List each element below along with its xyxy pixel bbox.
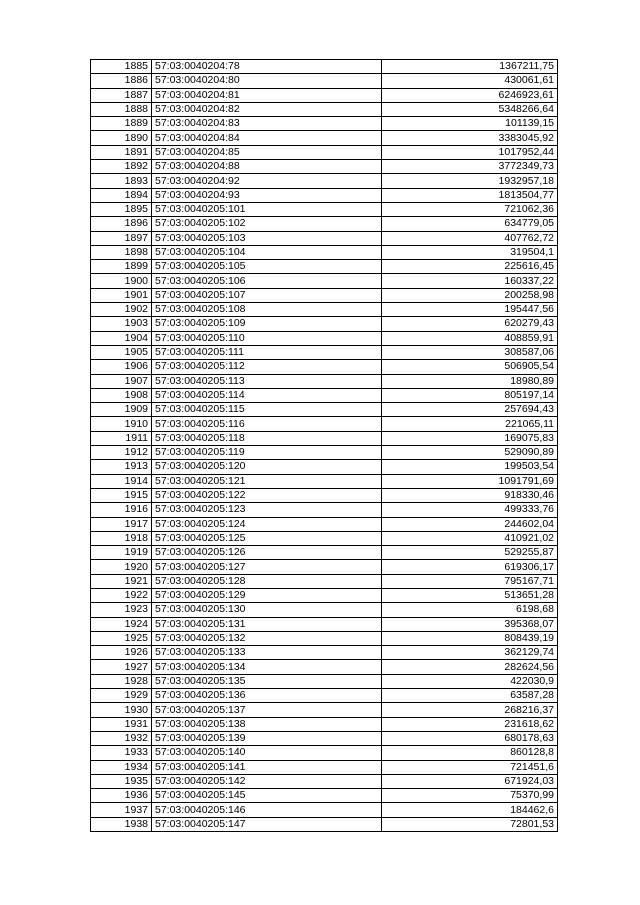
table-row bbox=[91, 674, 558, 688]
table-row bbox=[91, 60, 558, 74]
table-row bbox=[91, 488, 558, 502]
cadastral-number-cell: 57:03:0040205:146 bbox=[152, 803, 382, 817]
row-number-cell: 1905 bbox=[91, 345, 152, 359]
table-row bbox=[91, 403, 558, 417]
cadastral-value-cell: 75370,99 bbox=[382, 789, 558, 803]
cadastral-number-cell: 57:03:0040205:124 bbox=[152, 517, 382, 531]
cadastral-number-cell: 57:03:0040205:127 bbox=[152, 560, 382, 574]
cadastral-value-cell: 619306,17 bbox=[382, 560, 558, 574]
row-number-cell: 1912 bbox=[91, 446, 152, 460]
cadastral-value-cell: 506905,54 bbox=[382, 360, 558, 374]
row-number-cell: 1925 bbox=[91, 631, 152, 645]
cadastral-number-cell: 57:03:0040205:141 bbox=[152, 760, 382, 774]
table-row bbox=[91, 160, 558, 174]
cadastral-number-cell: 57:03:0040205:130 bbox=[152, 603, 382, 617]
table-row bbox=[91, 303, 558, 317]
cadastral-value-cell: 6246923,61 bbox=[382, 88, 558, 102]
row-number-cell: 1932 bbox=[91, 731, 152, 745]
cadastral-number-cell: 57:03:0040205:102 bbox=[152, 217, 382, 231]
cadastral-value-cell: 257694,43 bbox=[382, 403, 558, 417]
row-number-cell: 1908 bbox=[91, 388, 152, 402]
table-row bbox=[91, 145, 558, 159]
row-number-cell: 1909 bbox=[91, 403, 152, 417]
cadastral-number-cell: 57:03:0040204:88 bbox=[152, 160, 382, 174]
table-row bbox=[91, 245, 558, 259]
cadastral-number-cell: 57:03:0040205:111 bbox=[152, 345, 382, 359]
cadastral-value-cell: 6198,68 bbox=[382, 603, 558, 617]
cadastral-number-cell: 57:03:0040205:138 bbox=[152, 717, 382, 731]
cadastral-value-cell: 101139,15 bbox=[382, 117, 558, 131]
cadastral-number-cell: 57:03:0040205:103 bbox=[152, 231, 382, 245]
cadastral-number-cell: 57:03:0040205:110 bbox=[152, 331, 382, 345]
row-number-cell: 1885 bbox=[91, 60, 152, 74]
table-row bbox=[91, 474, 558, 488]
cadastral-number-cell: 57:03:0040205:105 bbox=[152, 260, 382, 274]
row-number-cell: 1893 bbox=[91, 174, 152, 188]
table-row bbox=[91, 774, 558, 788]
row-number-cell: 1891 bbox=[91, 145, 152, 159]
table-row bbox=[91, 660, 558, 674]
table-row bbox=[91, 345, 558, 359]
cadastral-number-cell: 57:03:0040205:122 bbox=[152, 488, 382, 502]
cadastral-number-cell: 57:03:0040205:126 bbox=[152, 546, 382, 560]
cadastral-value-cell: 499333,76 bbox=[382, 503, 558, 517]
table-row bbox=[91, 331, 558, 345]
cadastral-number-cell: 57:03:0040205:123 bbox=[152, 503, 382, 517]
row-number-cell: 1918 bbox=[91, 531, 152, 545]
row-number-cell: 1929 bbox=[91, 689, 152, 703]
cadastral-number-cell: 57:03:0040204:83 bbox=[152, 117, 382, 131]
cadastral-value-cell: 199503,54 bbox=[382, 460, 558, 474]
cadastral-number-cell: 57:03:0040205:120 bbox=[152, 460, 382, 474]
cadastral-value-cell: 160337,22 bbox=[382, 274, 558, 288]
cadastral-number-cell: 57:03:0040205:140 bbox=[152, 746, 382, 760]
cadastral-number-cell: 57:03:0040205:128 bbox=[152, 574, 382, 588]
row-number-cell: 1923 bbox=[91, 603, 152, 617]
row-number-cell: 1937 bbox=[91, 803, 152, 817]
cadastral-number-cell: 57:03:0040204:92 bbox=[152, 174, 382, 188]
cadastral-number-cell: 57:03:0040205:133 bbox=[152, 646, 382, 660]
table-row bbox=[91, 88, 558, 102]
cadastral-value-cell: 407762,72 bbox=[382, 231, 558, 245]
row-number-cell: 1895 bbox=[91, 202, 152, 216]
table-row bbox=[91, 174, 558, 188]
cadastral-value-cell: 408859,91 bbox=[382, 331, 558, 345]
row-number-cell: 1911 bbox=[91, 431, 152, 445]
cadastral-value-cell: 410921,02 bbox=[382, 531, 558, 545]
row-number-cell: 1920 bbox=[91, 560, 152, 574]
cadastral-value-cell: 1367211,75 bbox=[382, 60, 558, 74]
table-row bbox=[91, 574, 558, 588]
cadastral-number-cell: 57:03:0040205:107 bbox=[152, 288, 382, 302]
table-row bbox=[91, 102, 558, 116]
row-number-cell: 1914 bbox=[91, 474, 152, 488]
cadastral-value-cell: 362129,74 bbox=[382, 646, 558, 660]
row-number-cell: 1933 bbox=[91, 746, 152, 760]
row-number-cell: 1913 bbox=[91, 460, 152, 474]
cadastral-number-cell: 57:03:0040205:129 bbox=[152, 588, 382, 602]
table-row bbox=[91, 731, 558, 745]
row-number-cell: 1935 bbox=[91, 774, 152, 788]
table-row bbox=[91, 817, 558, 831]
row-number-cell: 1906 bbox=[91, 360, 152, 374]
cadastral-value-cell: 3772349,73 bbox=[382, 160, 558, 174]
row-number-cell: 1910 bbox=[91, 417, 152, 431]
table-row bbox=[91, 417, 558, 431]
table-row bbox=[91, 131, 558, 145]
table-row bbox=[91, 503, 558, 517]
cadastral-number-cell: 57:03:0040204:80 bbox=[152, 74, 382, 88]
cadastral-value-cell: 195447,56 bbox=[382, 303, 558, 317]
table-row bbox=[91, 717, 558, 731]
table-row bbox=[91, 360, 558, 374]
table-row bbox=[91, 646, 558, 660]
cadastral-number-cell: 57:03:0040205:106 bbox=[152, 274, 382, 288]
cadastral-value-cell: 634779,05 bbox=[382, 217, 558, 231]
cadastral-value-cell: 918330,46 bbox=[382, 488, 558, 502]
cadastral-value-cell: 5348266,64 bbox=[382, 102, 558, 116]
cadastral-value-cell: 225616,45 bbox=[382, 260, 558, 274]
table-row bbox=[91, 531, 558, 545]
row-number-cell: 1938 bbox=[91, 817, 152, 831]
table-row bbox=[91, 460, 558, 474]
cadastral-value-cell: 72801,53 bbox=[382, 817, 558, 831]
cadastral-value-cell: 422030,9 bbox=[382, 674, 558, 688]
row-number-cell: 1898 bbox=[91, 245, 152, 259]
cadastral-value-cell: 860128,8 bbox=[382, 746, 558, 760]
cadastral-value-cell: 805197,14 bbox=[382, 388, 558, 402]
table-row bbox=[91, 117, 558, 131]
cadastral-number-cell: 57:03:0040205:136 bbox=[152, 689, 382, 703]
cadastral-number-cell: 57:03:0040205:145 bbox=[152, 789, 382, 803]
cadastral-value-cell: 1017952,44 bbox=[382, 145, 558, 159]
row-number-cell: 1917 bbox=[91, 517, 152, 531]
table-row bbox=[91, 274, 558, 288]
row-number-cell: 1921 bbox=[91, 574, 152, 588]
cadastral-value-cell: 430061,61 bbox=[382, 74, 558, 88]
cadastral-number-cell: 57:03:0040205:101 bbox=[152, 202, 382, 216]
cadastral-value-cell: 721451,6 bbox=[382, 760, 558, 774]
cadastral-number-cell: 57:03:0040205:142 bbox=[152, 774, 382, 788]
cadastral-value-cell: 63587,28 bbox=[382, 689, 558, 703]
cadastral-number-cell: 57:03:0040205:139 bbox=[152, 731, 382, 745]
row-number-cell: 1894 bbox=[91, 188, 152, 202]
row-number-cell: 1897 bbox=[91, 231, 152, 245]
table-row bbox=[91, 374, 558, 388]
table-row bbox=[91, 317, 558, 331]
cadastral-value-cell: 184462,6 bbox=[382, 803, 558, 817]
cadastral-value-cell: 308587,06 bbox=[382, 345, 558, 359]
cadastral-number-cell: 57:03:0040205:121 bbox=[152, 474, 382, 488]
row-number-cell: 1904 bbox=[91, 331, 152, 345]
cadastral-number-cell: 57:03:0040204:82 bbox=[152, 102, 382, 116]
cadastral-number-cell: 57:03:0040205:132 bbox=[152, 631, 382, 645]
row-number-cell: 1916 bbox=[91, 503, 152, 517]
row-number-cell: 1903 bbox=[91, 317, 152, 331]
cadastral-value-cell: 529255,87 bbox=[382, 546, 558, 560]
cadastral-number-cell: 57:03:0040205:113 bbox=[152, 374, 382, 388]
cadastral-number-cell: 57:03:0040204:93 bbox=[152, 188, 382, 202]
cadastral-number-cell: 57:03:0040204:85 bbox=[152, 145, 382, 159]
cadastral-value-cell: 529090,89 bbox=[382, 446, 558, 460]
cadastral-value-cell: 3383045,92 bbox=[382, 131, 558, 145]
table-row bbox=[91, 746, 558, 760]
cadastral-value-cell: 200258,98 bbox=[382, 288, 558, 302]
table-row bbox=[91, 431, 558, 445]
table-row bbox=[91, 288, 558, 302]
table-row bbox=[91, 388, 558, 402]
table-row bbox=[91, 74, 558, 88]
row-number-cell: 1890 bbox=[91, 131, 152, 145]
cadastral-value-cell: 169075,83 bbox=[382, 431, 558, 445]
cadastral-number-cell: 57:03:0040205:104 bbox=[152, 245, 382, 259]
row-number-cell: 1927 bbox=[91, 660, 152, 674]
cadastral-number-cell: 57:03:0040205:116 bbox=[152, 417, 382, 431]
row-number-cell: 1896 bbox=[91, 217, 152, 231]
table-row bbox=[91, 631, 558, 645]
row-number-cell: 1888 bbox=[91, 102, 152, 116]
row-number-cell: 1899 bbox=[91, 260, 152, 274]
cadastral-number-cell: 57:03:0040204:78 bbox=[152, 60, 382, 74]
table-row bbox=[91, 546, 558, 560]
cadastral-value-cell: 808439,19 bbox=[382, 631, 558, 645]
cadastral-value-cell: 795167,71 bbox=[382, 574, 558, 588]
cadastral-value-cell: 513651,28 bbox=[382, 588, 558, 602]
cadastral-value-cell: 18980,89 bbox=[382, 374, 558, 388]
row-number-cell: 1901 bbox=[91, 288, 152, 302]
row-number-cell: 1931 bbox=[91, 717, 152, 731]
cadastral-value-cell: 231618,62 bbox=[382, 717, 558, 731]
cadastral-value-cell: 680178,63 bbox=[382, 731, 558, 745]
row-number-cell: 1926 bbox=[91, 646, 152, 660]
row-number-cell: 1902 bbox=[91, 303, 152, 317]
cadastral-number-cell: 57:03:0040205:109 bbox=[152, 317, 382, 331]
row-number-cell: 1887 bbox=[91, 88, 152, 102]
table-row bbox=[91, 517, 558, 531]
row-number-cell: 1924 bbox=[91, 617, 152, 631]
cadastral-value-cell: 620279,43 bbox=[382, 317, 558, 331]
row-number-cell: 1928 bbox=[91, 674, 152, 688]
cadastral-number-cell: 57:03:0040205:118 bbox=[152, 431, 382, 445]
cadastral-value-cell: 319504,1 bbox=[382, 245, 558, 259]
table-row bbox=[91, 588, 558, 602]
cadastral-number-cell: 57:03:0040204:81 bbox=[152, 88, 382, 102]
cadastral-number-cell: 57:03:0040205:147 bbox=[152, 817, 382, 831]
row-number-cell: 1922 bbox=[91, 588, 152, 602]
cadastral-number-cell: 57:03:0040205:134 bbox=[152, 660, 382, 674]
table-row bbox=[91, 231, 558, 245]
cadastral-number-cell: 57:03:0040205:114 bbox=[152, 388, 382, 402]
table-row bbox=[91, 603, 558, 617]
row-number-cell: 1936 bbox=[91, 789, 152, 803]
row-number-cell: 1915 bbox=[91, 488, 152, 502]
table-row bbox=[91, 689, 558, 703]
cadastral-number-cell: 57:03:0040204:84 bbox=[152, 131, 382, 145]
table-row bbox=[91, 703, 558, 717]
cadastral-number-cell: 57:03:0040205:125 bbox=[152, 531, 382, 545]
table-body bbox=[91, 60, 558, 832]
table-row bbox=[91, 202, 558, 216]
cadastral-value-cell: 671924,03 bbox=[382, 774, 558, 788]
row-number-cell: 1892 bbox=[91, 160, 152, 174]
row-number-cell: 1889 bbox=[91, 117, 152, 131]
cadastral-number-cell: 57:03:0040205:112 bbox=[152, 360, 382, 374]
row-number-cell: 1886 bbox=[91, 74, 152, 88]
cadastral-value-cell: 1091791,69 bbox=[382, 474, 558, 488]
table-row bbox=[91, 803, 558, 817]
cadastral-value-cell: 1932957,18 bbox=[382, 174, 558, 188]
row-number-cell: 1930 bbox=[91, 703, 152, 717]
cadastral-value-cell: 395368,07 bbox=[382, 617, 558, 631]
row-number-cell: 1934 bbox=[91, 760, 152, 774]
table-row bbox=[91, 560, 558, 574]
cadastral-value-cell: 268216,37 bbox=[382, 703, 558, 717]
cadastral-value-cell: 244602,04 bbox=[382, 517, 558, 531]
table-row bbox=[91, 617, 558, 631]
table-row bbox=[91, 260, 558, 274]
cadastral-value-cell: 221065,11 bbox=[382, 417, 558, 431]
cadastral-number-cell: 57:03:0040205:137 bbox=[152, 703, 382, 717]
table-row bbox=[91, 760, 558, 774]
cadastral-number-cell: 57:03:0040205:108 bbox=[152, 303, 382, 317]
cadastral-value-table bbox=[90, 59, 558, 832]
cadastral-value-cell: 1813504,77 bbox=[382, 188, 558, 202]
row-number-cell: 1900 bbox=[91, 274, 152, 288]
cadastral-number-cell: 57:03:0040205:131 bbox=[152, 617, 382, 631]
cadastral-value-cell: 721062,36 bbox=[382, 202, 558, 216]
document-page bbox=[90, 59, 557, 832]
table-row bbox=[91, 789, 558, 803]
table-row bbox=[91, 188, 558, 202]
cadastral-value-cell: 282624,56 bbox=[382, 660, 558, 674]
row-number-cell: 1919 bbox=[91, 546, 152, 560]
cadastral-number-cell: 57:03:0040205:119 bbox=[152, 446, 382, 460]
cadastral-number-cell: 57:03:0040205:135 bbox=[152, 674, 382, 688]
table-row bbox=[91, 446, 558, 460]
cadastral-number-cell: 57:03:0040205:115 bbox=[152, 403, 382, 417]
table-row bbox=[91, 217, 558, 231]
row-number-cell: 1907 bbox=[91, 374, 152, 388]
